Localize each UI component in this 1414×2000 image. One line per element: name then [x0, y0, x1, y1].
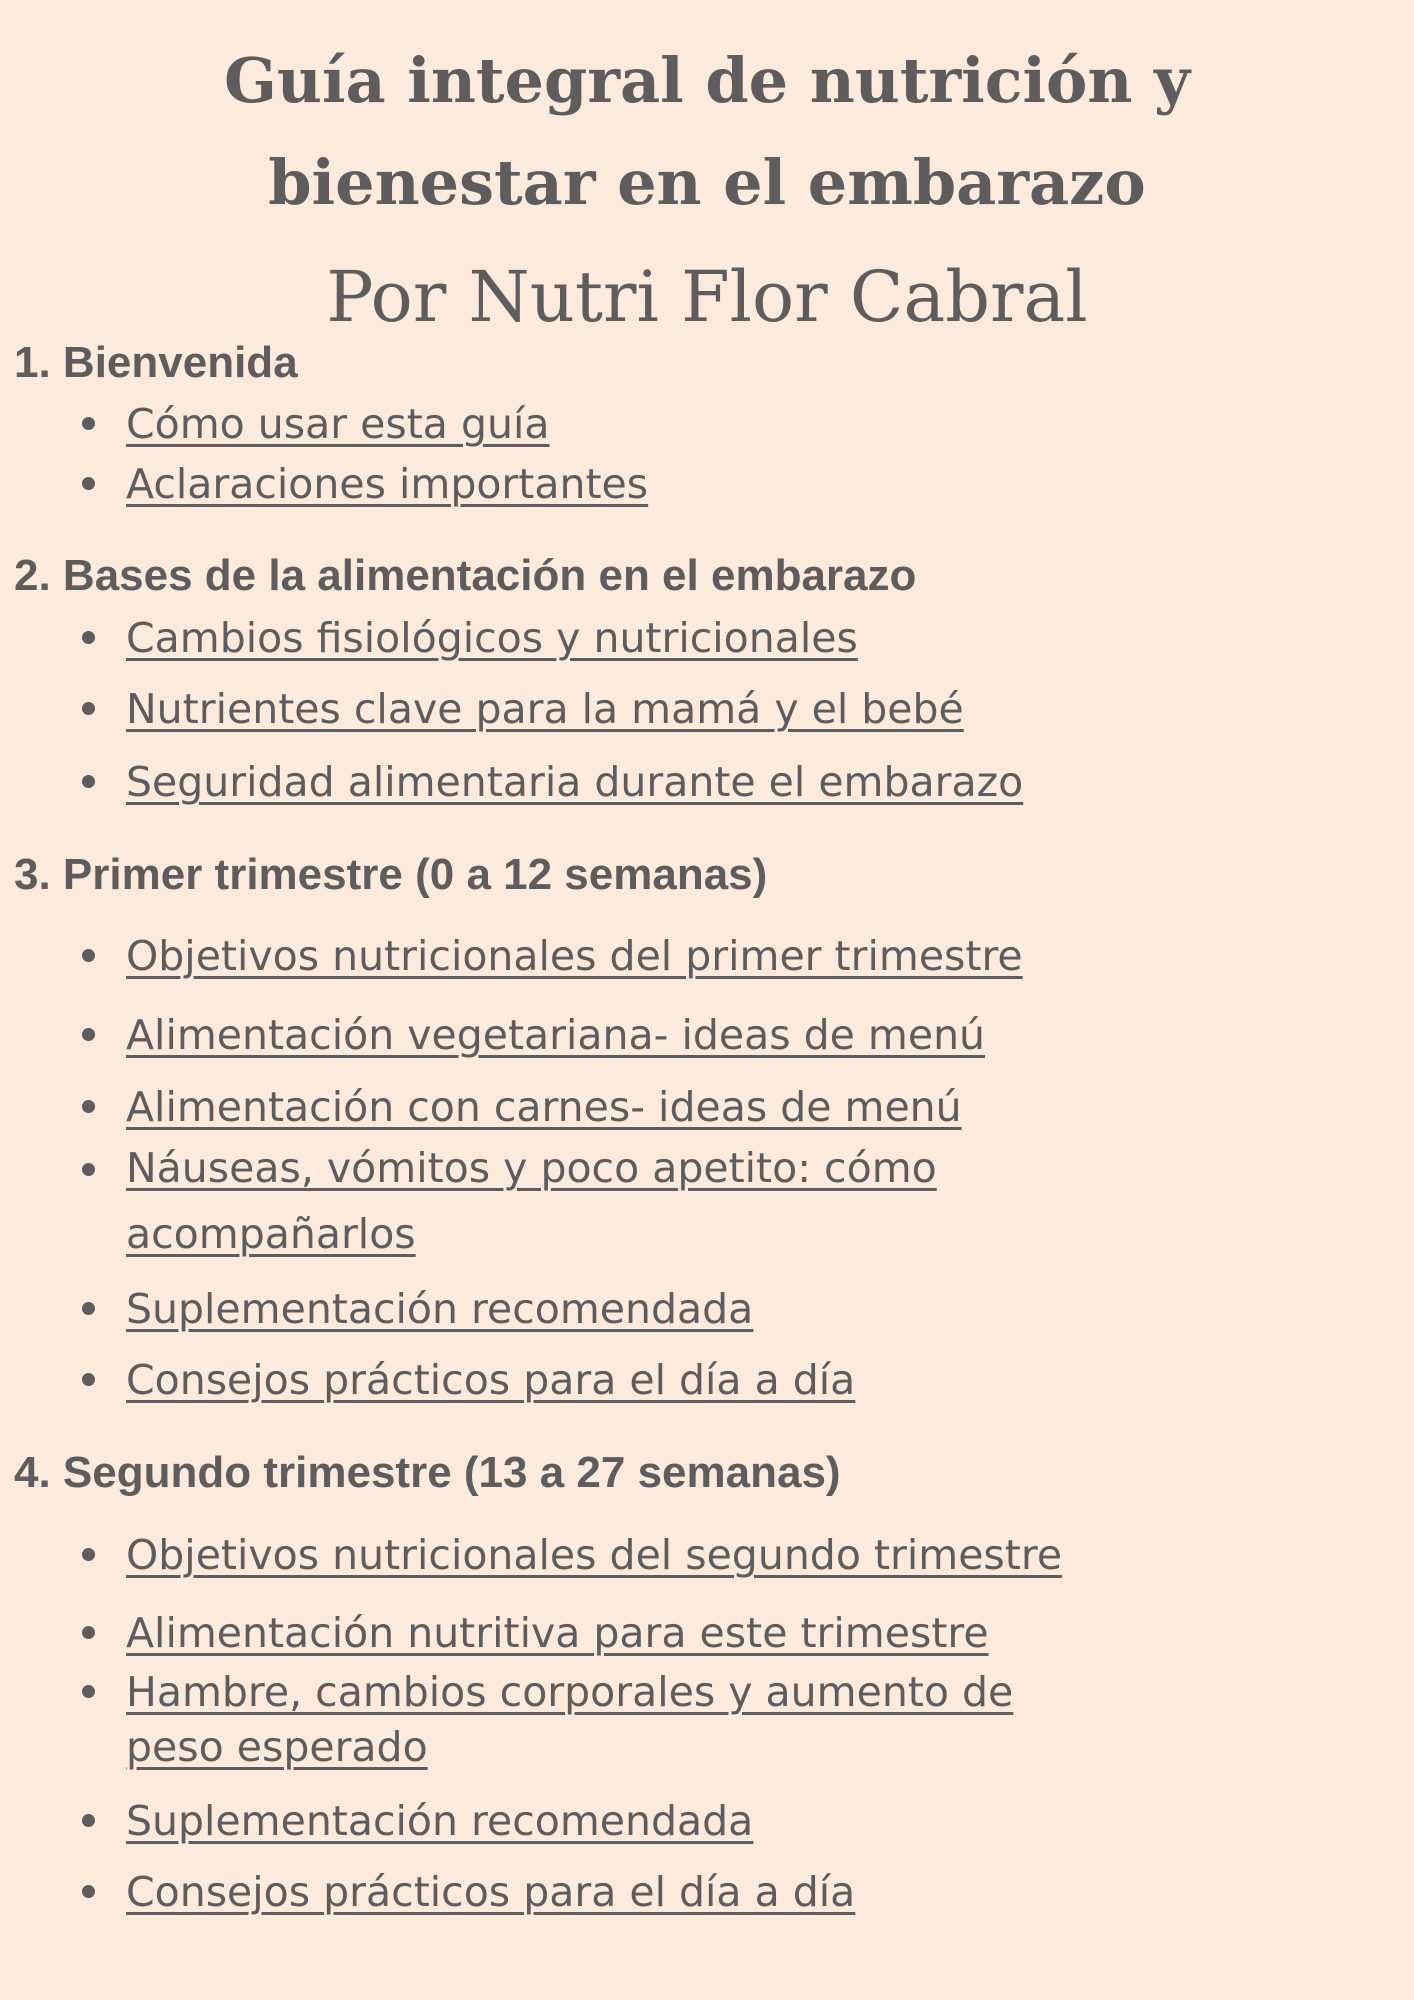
toc-link[interactable]: Cómo usar esta guía: [126, 400, 550, 448]
bullet-icon: [82, 1885, 95, 1898]
toc-link[interactable]: Objetivos nutricionales del primer trimestre: [126, 932, 1023, 980]
bullet-icon: [82, 631, 95, 644]
bullet-icon: [82, 417, 95, 430]
bullet-icon: [82, 1100, 95, 1113]
toc-link[interactable]: Consejos prácticos para el día a día: [126, 1868, 856, 1916]
toc-link[interactable]: Suplementación recomendada: [126, 1797, 754, 1845]
toc-link[interactable]: Nutrientes clave para la mamá y el bebé: [126, 685, 964, 733]
toc-link[interactable]: Aclaraciones importantes: [126, 460, 649, 508]
document-author: Por Nutri Flor Cabral: [326, 256, 1088, 338]
bullet-icon: [82, 1028, 95, 1041]
section-heading-bienvenida: 1. Bienvenida: [14, 338, 298, 387]
document-title-line-2: bienestar en el embarazo: [268, 146, 1146, 219]
bullet-icon: [82, 1626, 95, 1639]
bullet-icon: [82, 949, 95, 962]
toc-link[interactable]: Alimentación con carnes- ideas de menú: [126, 1083, 962, 1131]
section-heading-segundo-trimestre: 4. Segundo trimestre (13 a 27 semanas): [14, 1448, 841, 1497]
bullet-icon: [82, 1373, 95, 1386]
toc-link[interactable]: [126, 1135, 937, 1267]
bullet-icon: [82, 1302, 95, 1315]
toc-link-line: Hambre, cambios corporales y aumento de: [126, 1668, 1014, 1716]
toc-link[interactable]: Seguridad alimentaria durante el embarazo: [126, 758, 1024, 806]
toc-link[interactable]: Alimentación vegetariana- ideas de menú: [126, 1011, 986, 1059]
section-heading-bases: 2. Bases de la alimentación en el embarazo: [14, 551, 917, 600]
bullet-icon: [82, 1685, 95, 1698]
document-title-line-1: Guía integral de nutrición y: [223, 44, 1191, 117]
bullet-icon: [82, 1814, 95, 1827]
toc-link[interactable]: Alimentación nutritiva para este trimestre: [126, 1609, 989, 1657]
toc-link-line: Náuseas, vómitos y poco apetito: cómo: [126, 1144, 937, 1192]
toc-link[interactable]: Consejos prácticos para el día a día: [126, 1356, 856, 1404]
bullet-icon: [82, 477, 95, 490]
toc-link[interactable]: [126, 1665, 1013, 1775]
toc-link[interactable]: Suplementación recomendada: [126, 1285, 754, 1333]
toc-link-line: peso esperado: [126, 1723, 428, 1771]
bullet-icon: [82, 702, 95, 715]
toc-link[interactable]: Objetivos nutricionales del segundo trimestre: [126, 1531, 1063, 1579]
toc-link-line: acompañarlos: [126, 1210, 416, 1258]
toc-link[interactable]: Cambios fisiológicos y nutricionales: [126, 614, 858, 662]
bullet-icon: [82, 775, 95, 788]
bullet-icon: [82, 1548, 95, 1561]
section-heading-primer-trimestre: 3. Primer trimestre (0 a 12 semanas): [14, 850, 768, 899]
bullet-icon: [82, 1163, 95, 1176]
